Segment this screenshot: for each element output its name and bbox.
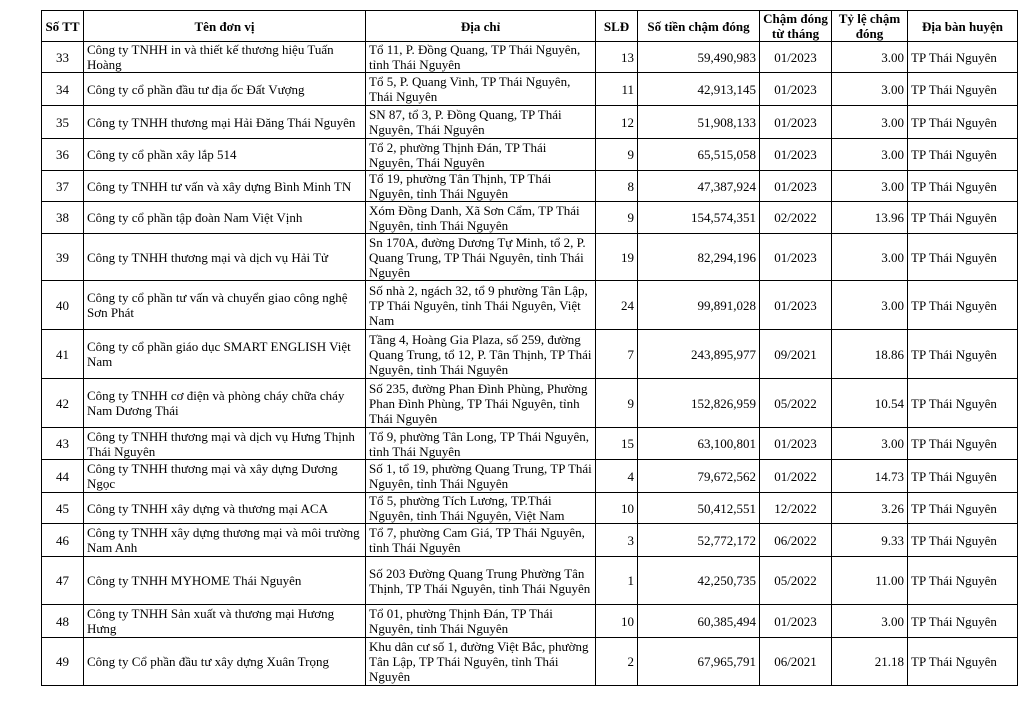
cell-stt: 36 [42,139,84,171]
cell-from-month: 01/2023 [760,428,832,460]
header-rate: Tỷ lệ chậm đóng [832,11,908,42]
cell-name: Công ty TNHH in và thiết kế thương hiệu Tuấn Hoàng [84,42,366,73]
cell-rate: 3.00 [832,73,908,106]
cell-area: TP Thái Nguyên [908,524,1018,557]
cell-address: Tổ 7, phường Cam Giá, TP Thái Nguyên, tỉnh Thái Nguyên [366,524,596,557]
cell-stt: 44 [42,460,84,493]
table-row [42,330,1018,379]
cell-rate: 3.00 [832,171,908,202]
table-row [42,460,1018,493]
cell-amount: 52,772,172 [638,524,760,557]
table-row [42,493,1018,524]
cell-address: Tầng 4, Hoàng Gia Plaza, số 259, đường Quang Trung, tổ 12, P. Tân Thịnh, TP Thái Nguyên, tỉnh Thái Nguyên [366,330,596,379]
cell-address: Xóm Đồng Danh, Xã Sơn Cẩm, TP Thái Nguyên, tỉnh Thái Nguyên [366,202,596,234]
cell-sld: 10 [596,493,638,524]
cell-from-month: 01/2022 [760,460,832,493]
table-row [42,557,1018,605]
cell-stt: 49 [42,638,84,686]
cell-rate: 3.00 [832,234,908,281]
cell-from-month: 01/2023 [760,139,832,171]
cell-name: Công ty cổ phần đầu tư địa ốc Đất Vượng [84,73,366,106]
cell-name: Công ty TNHH cơ điện và phòng cháy chữa cháy Nam Dương Thái [84,379,366,428]
cell-area: TP Thái Nguyên [908,42,1018,73]
cell-amount: 63,100,801 [638,428,760,460]
header-from-month: Chậm đóng từ tháng [760,11,832,42]
cell-name: Công ty TNHH xây dựng thương mại và môi trường Nam Anh [84,524,366,557]
cell-from-month: 01/2023 [760,281,832,330]
table-row [42,379,1018,428]
cell-name: Công ty TNHH Sản xuất và thương mại Hương Hưng [84,605,366,638]
cell-area: TP Thái Nguyên [908,493,1018,524]
cell-area: TP Thái Nguyên [908,379,1018,428]
cell-sld: 9 [596,202,638,234]
cell-rate: 3.00 [832,281,908,330]
cell-sld: 7 [596,330,638,379]
header-row [42,11,1018,42]
cell-sld: 2 [596,638,638,686]
cell-rate: 14.73 [832,460,908,493]
cell-area: TP Thái Nguyên [908,171,1018,202]
cell-name: Công ty cổ phần xây lắp 514 [84,139,366,171]
cell-area: TP Thái Nguyên [908,106,1018,139]
cell-amount: 152,826,959 [638,379,760,428]
header-name: Tên đơn vị [84,11,366,42]
cell-amount: 67,965,791 [638,638,760,686]
cell-sld: 19 [596,234,638,281]
cell-amount: 51,908,133 [638,106,760,139]
cell-stt: 40 [42,281,84,330]
cell-sld: 3 [596,524,638,557]
cell-rate: 3.00 [832,605,908,638]
cell-stt: 43 [42,428,84,460]
cell-rate: 3.00 [832,42,908,73]
cell-sld: 24 [596,281,638,330]
table-row [42,638,1018,686]
cell-area: TP Thái Nguyên [908,202,1018,234]
cell-area: TP Thái Nguyên [908,428,1018,460]
cell-address: SN 87, tổ 3, P. Đồng Quang, TP Thái Nguyên, Thái Nguyên [366,106,596,139]
cell-name: Công ty Cổ phần đầu tư xây dựng Xuân Trọng [84,638,366,686]
cell-address: Tổ 2, phường Thịnh Đán, TP Thái Nguyên, Thái Nguyên [366,139,596,171]
cell-stt: 47 [42,557,84,605]
cell-rate: 21.18 [832,638,908,686]
cell-from-month: 06/2021 [760,638,832,686]
cell-area: TP Thái Nguyên [908,605,1018,638]
cell-name: Công ty cổ phần tư vấn và chuyển giao công nghệ Sơn Phát [84,281,366,330]
table-row [42,171,1018,202]
cell-address: Tổ 5, P. Quang Vinh, TP Thái Nguyên, Thái Nguyên [366,73,596,106]
cell-address: Tổ 9, phường Tân Long, TP Thái Nguyên, tỉnh Thái Nguyên [366,428,596,460]
cell-amount: 42,913,145 [638,73,760,106]
table-row [42,139,1018,171]
header-amount: Số tiền chậm đóng [638,11,760,42]
cell-rate: 3.00 [832,106,908,139]
cell-amount: 154,574,351 [638,202,760,234]
cell-amount: 79,672,562 [638,460,760,493]
table-row [42,281,1018,330]
cell-stt: 45 [42,493,84,524]
header-sld: SLĐ [596,11,638,42]
cell-from-month: 06/2022 [760,524,832,557]
cell-area: TP Thái Nguyên [908,281,1018,330]
cell-sld: 9 [596,139,638,171]
cell-amount: 59,490,983 [638,42,760,73]
cell-stt: 33 [42,42,84,73]
cell-address: Tổ 19, phường Tân Thịnh, TP Thái Nguyên, tỉnh Thái Nguyên [366,171,596,202]
cell-rate: 3.26 [832,493,908,524]
table-body [42,42,1018,686]
cell-stt: 41 [42,330,84,379]
cell-from-month: 01/2023 [760,73,832,106]
table-row [42,428,1018,460]
cell-rate: 3.00 [832,139,908,171]
cell-rate: 3.00 [832,428,908,460]
cell-name: Công ty TNHH xây dựng và thương mại ACA [84,493,366,524]
cell-address: Tổ 5, phường Tích Lương, TP.Thái Nguyên, tỉnh Thái Nguyên, Việt Nam [366,493,596,524]
cell-stt: 39 [42,234,84,281]
cell-amount: 50,412,551 [638,493,760,524]
cell-address: Sn 170A, đường Dương Tự Minh, tổ 2, P. Quang Trung, TP Thái Nguyên, tỉnh Thái Nguyên [366,234,596,281]
cell-area: TP Thái Nguyên [908,638,1018,686]
cell-rate: 9.33 [832,524,908,557]
cell-name: Công ty TNHH thương mại và dịch vụ Hải Tử [84,234,366,281]
cell-stt: 35 [42,106,84,139]
cell-amount: 99,891,028 [638,281,760,330]
header-stt: Số TT [42,11,84,42]
cell-sld: 13 [596,42,638,73]
cell-area: TP Thái Nguyên [908,234,1018,281]
cell-area: TP Thái Nguyên [908,73,1018,106]
cell-name: Công ty TNHH thương mại và dịch vụ Hưng Thịnh Thái Nguyên [84,428,366,460]
table-row [42,234,1018,281]
cell-sld: 15 [596,428,638,460]
cell-from-month: 12/2022 [760,493,832,524]
cell-address: Tổ 11, P. Đồng Quang, TP Thái Nguyên, tỉnh Thái Nguyên [366,42,596,73]
cell-sld: 12 [596,106,638,139]
cell-from-month: 02/2022 [760,202,832,234]
header-address: Địa chỉ [366,11,596,42]
table-row [42,42,1018,73]
cell-stt: 38 [42,202,84,234]
cell-sld: 4 [596,460,638,493]
cell-address: Số 235, đường Phan Đình Phùng, Phường Phan Đình Phùng, TP Thái Nguyên, tỉnh Thái Nguyên [366,379,596,428]
cell-amount: 243,895,977 [638,330,760,379]
cell-amount: 60,385,494 [638,605,760,638]
cell-rate: 10.54 [832,379,908,428]
cell-area: TP Thái Nguyên [908,460,1018,493]
cell-name: Công ty TNHH thương mại Hải Đăng Thái Nguyên [84,106,366,139]
cell-from-month: 05/2022 [760,557,832,605]
cell-name: Công ty cổ phần tập đoàn Nam Việt Vịnh [84,202,366,234]
cell-sld: 10 [596,605,638,638]
table-row [42,524,1018,557]
cell-area: TP Thái Nguyên [908,557,1018,605]
cell-from-month: 09/2021 [760,330,832,379]
header-area: Địa bàn huyện [908,11,1018,42]
cell-rate: 18.86 [832,330,908,379]
cell-name: Công ty TNHH thương mại và xây dựng Dương Ngọc [84,460,366,493]
cell-rate: 11.00 [832,557,908,605]
cell-from-month: 01/2023 [760,605,832,638]
cell-name: Công ty TNHH MYHOME Thái Nguyên [84,557,366,605]
cell-sld: 9 [596,379,638,428]
cell-sld: 8 [596,171,638,202]
cell-address: Số 1, tổ 19, phường Quang Trung, TP Thái Nguyên, tỉnh Thái Nguyên [366,460,596,493]
cell-amount: 82,294,196 [638,234,760,281]
cell-stt: 34 [42,73,84,106]
table-row [42,106,1018,139]
cell-amount: 47,387,924 [638,171,760,202]
cell-sld: 1 [596,557,638,605]
debt-table [41,10,1018,686]
cell-from-month: 01/2023 [760,42,832,73]
cell-stt: 42 [42,379,84,428]
table-row [42,73,1018,106]
cell-from-month: 01/2023 [760,106,832,139]
cell-name: Công ty cổ phần giáo dục SMART ENGLISH Việt Nam [84,330,366,379]
cell-stt: 37 [42,171,84,202]
cell-rate: 13.96 [832,202,908,234]
cell-address: Số nhà 2, ngách 32, tổ 9 phường Tân Lập, TP Thái Nguyên, tỉnh Thái Nguyên, Việt Nam [366,281,596,330]
cell-stt: 48 [42,605,84,638]
cell-address: Khu dân cư số 1, đường Việt Bắc, phường Tân Lập, TP Thái Nguyên, tỉnh Thái Nguyên [366,638,596,686]
cell-address: Tổ 01, phường Thịnh Đán, TP Thái Nguyên, tỉnh Thái Nguyên [366,605,596,638]
cell-from-month: 01/2023 [760,234,832,281]
cell-from-month: 01/2023 [760,171,832,202]
cell-address: Số 203 Đường Quang Trung Phường Tân Thịnh, TP Thái Nguyên, tỉnh Thái Nguyên [366,557,596,605]
cell-name: Công ty TNHH tư vấn và xây dựng Bình Minh TN [84,171,366,202]
cell-sld: 11 [596,73,638,106]
cell-area: TP Thái Nguyên [908,139,1018,171]
table-row [42,605,1018,638]
cell-area: TP Thái Nguyên [908,330,1018,379]
cell-stt: 46 [42,524,84,557]
cell-from-month: 05/2022 [760,379,832,428]
cell-amount: 42,250,735 [638,557,760,605]
cell-amount: 65,515,058 [638,139,760,171]
table-row [42,202,1018,234]
